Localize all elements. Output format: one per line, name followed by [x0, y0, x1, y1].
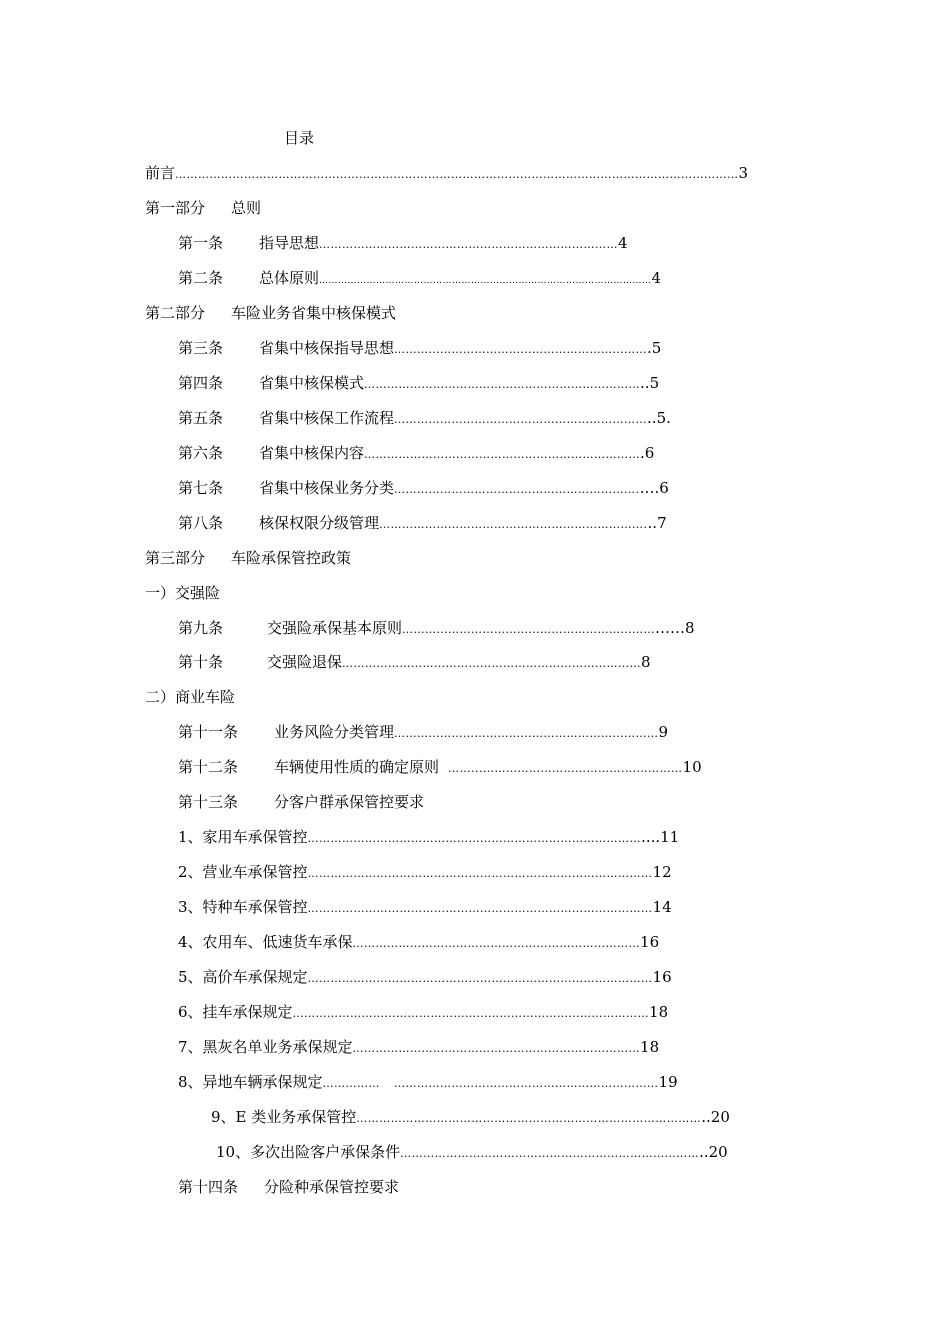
page-number: .5 — [647, 339, 662, 357]
article-title: 省集中核保业务分类 — [259, 479, 395, 497]
toc-entry-item1[interactable] — [178, 827, 679, 849]
leader-dots: ………………………………………………………………… — [352, 937, 641, 950]
page-number: 9 — [658, 723, 669, 741]
toc-section-2[interactable] — [145, 687, 235, 707]
toc-section-1[interactable] — [145, 583, 220, 603]
article-number: 第七条 — [178, 479, 224, 497]
article-title: 车辆使用性质的确定原则 — [274, 758, 440, 776]
toc-entry-item6[interactable] — [178, 1002, 668, 1024]
article-title: 指导思想 — [259, 234, 320, 252]
part-label: 第三部分 — [145, 549, 206, 567]
article-title: 交强险退保 — [267, 653, 343, 671]
part-label: 第一部分 — [145, 199, 206, 217]
leader-dots: ……………………………………………………………………………… — [307, 902, 653, 915]
part-title: 车险业务省集中核保模式 — [231, 304, 397, 322]
article-title: 省集中核保指导思想 — [259, 339, 395, 357]
entry-label: 前言 — [145, 164, 176, 182]
page-number: 8 — [641, 653, 651, 671]
toc-entry-art8[interactable] — [178, 513, 667, 535]
article-title: 核保权限分级管理 — [259, 514, 380, 532]
leader-dots: ………………………………………………………… — [394, 413, 648, 426]
item-title: 3、特种车承保管控 — [178, 898, 308, 916]
article-title: 总体原则 — [259, 269, 320, 287]
leader-dots: …………………………………………………………………………… — [307, 832, 642, 845]
leader-dots: ………………………………………………………………… — [352, 1042, 641, 1055]
toc-part-3[interactable] — [145, 548, 351, 568]
toc-entry-art3[interactable] — [178, 338, 661, 360]
toc-entry-art5[interactable] — [178, 408, 671, 430]
toc-entry-art2[interactable] — [178, 268, 661, 291]
leader-dots: …………………………………………………………………………………………… — [319, 276, 652, 286]
item-title: 1、家用车承保管控 — [178, 828, 308, 846]
article-title: 交强险承保基本原则 — [267, 619, 403, 637]
leader-dots: ………………………………………………………. — [394, 483, 640, 496]
toc-entry-item7[interactable] — [178, 1037, 659, 1059]
part-label: 第二部分 — [145, 304, 206, 322]
item-title: 10、多次出险客户承保条件 — [216, 1143, 401, 1161]
leader-dots: ………………………………………………………………………………………………………………………………… — [175, 168, 739, 181]
article-number: 第一条 — [178, 234, 224, 252]
item-title: 7、黑灰名单业务承保规定 — [178, 1038, 353, 1056]
page-number: ……8 — [655, 619, 695, 637]
page-number: ..20 — [701, 1108, 730, 1126]
article-number: 第八条 — [178, 514, 224, 532]
page-number: 18 — [640, 1038, 660, 1056]
item-title: 5、高价车承保规定 — [178, 968, 308, 986]
toc-entry-art14[interactable] — [178, 1177, 399, 1197]
item-title: 6、挂车承保规定 — [178, 1003, 293, 1021]
page-number: ....11 — [641, 828, 680, 846]
article-number: 第十三条 — [178, 793, 239, 811]
article-number: 第十二条 — [178, 758, 239, 776]
item-title: 2、营业车承保管控 — [178, 863, 308, 881]
item-title: 4、农用车、低速货车承保 — [178, 933, 353, 951]
part-title: 车险承保管控政策 — [231, 549, 352, 567]
item-title: 9、E 类业务承保管控 — [211, 1108, 357, 1126]
toc-entry-art1[interactable] — [178, 233, 628, 255]
leader-dots: …………………………………………………………… — [394, 727, 659, 740]
page-number: 4 — [618, 234, 628, 252]
leader-dots: ……………………………………………………………………………… — [307, 867, 653, 880]
page-number: 4 — [651, 269, 662, 287]
toc-entry-item8[interactable] — [178, 1072, 678, 1094]
toc-entry-art12[interactable] — [178, 757, 702, 779]
article-number: 第十四条 — [178, 1178, 239, 1196]
article-number: 第二条 — [178, 269, 224, 287]
leader-dots: …………………………………………………………………… — [319, 238, 619, 251]
article-title: 分客户群承保管控要求 — [274, 793, 425, 811]
toc-entry-art7[interactable] — [178, 478, 669, 500]
toc-entry-art10[interactable] — [178, 652, 651, 674]
toc-part-1[interactable] — [145, 198, 261, 218]
page-number: 14 — [652, 898, 672, 916]
page-number: 10 — [682, 758, 702, 776]
toc-title: 目录 — [284, 129, 315, 147]
toc-entry-item2[interactable] — [178, 862, 672, 884]
toc-entry-art6[interactable] — [178, 443, 654, 465]
page-number: ….6 — [639, 479, 669, 497]
toc-entry-item5[interactable] — [178, 967, 672, 989]
section-label: 二）商业车险 — [145, 688, 236, 706]
toc-entry-item10[interactable] — [216, 1142, 728, 1164]
page-number: 12 — [652, 863, 672, 881]
article-number: 第十一条 — [178, 723, 239, 741]
leader-dots: …………… — [322, 1077, 381, 1090]
leader-dots: ……………………………………………………………… — [364, 448, 641, 461]
page-number: 18 — [649, 1003, 669, 1021]
toc-entry-preface[interactable] — [145, 163, 748, 185]
toc-entry-art11[interactable] — [178, 722, 668, 744]
page-number: 16 — [640, 933, 660, 951]
article-title: 省集中核保模式 — [259, 374, 365, 392]
leader-dots: …………………………………………………………………… — [400, 1147, 700, 1160]
toc-entry-art13[interactable] — [178, 792, 424, 812]
leader-dots: …………………………………………………………………… — [342, 657, 642, 670]
article-number: 第四条 — [178, 374, 224, 392]
article-number: 第五条 — [178, 409, 224, 427]
page-number: ..5 — [640, 374, 660, 392]
article-number: 第六条 — [178, 444, 224, 462]
page-number: ..7 — [647, 514, 667, 532]
article-number: 第十条 — [178, 653, 224, 671]
article-title: 省集中核保内容 — [259, 444, 365, 462]
leader-dots: ………………………………………………………………………………… — [292, 1007, 650, 1020]
page-number: .6 — [640, 444, 655, 462]
toc-entry-item3[interactable] — [178, 897, 672, 919]
article-title: 省集中核保工作流程 — [259, 409, 395, 427]
page-number: 19 — [658, 1073, 678, 1091]
article-title: 业务风险分类管理 — [274, 723, 395, 741]
page-number: ..20 — [699, 1143, 728, 1161]
page-number: 16 — [652, 968, 672, 986]
leader-dots: ……………………………………………………………. — [379, 518, 648, 531]
leader-dots: ……………………………………………………………………………… — [307, 972, 653, 985]
leader-dots: …………………………………………………………… — [394, 1077, 659, 1090]
toc-entry-art9[interactable] — [178, 618, 695, 640]
article-number: 第九条 — [178, 619, 224, 637]
leader-dots: ……………………………………………………………………………… — [356, 1112, 702, 1125]
page-number: ..5. — [647, 409, 671, 427]
leader-dots: ……………………………………………………………… — [364, 378, 641, 391]
leader-dots: ……...……………………………….…………… — [448, 762, 683, 775]
toc-part-2[interactable] — [145, 303, 396, 323]
leader-dots: ………………………………………………………… — [402, 623, 656, 636]
section-label: 一）交强险 — [145, 584, 221, 602]
article-title: 分险种承保管控要求 — [264, 1178, 400, 1196]
page-number: 3 — [738, 164, 749, 182]
leader-dots: ………………………………………………………… — [394, 343, 648, 356]
item-title: 8、异地车辆承保规定 — [178, 1073, 323, 1091]
article-number: 第三条 — [178, 339, 224, 357]
toc-entry-art4[interactable] — [178, 373, 659, 395]
toc-entry-item9[interactable] — [211, 1107, 730, 1129]
part-title: 总则 — [231, 199, 262, 217]
toc-entry-item4[interactable] — [178, 932, 659, 954]
